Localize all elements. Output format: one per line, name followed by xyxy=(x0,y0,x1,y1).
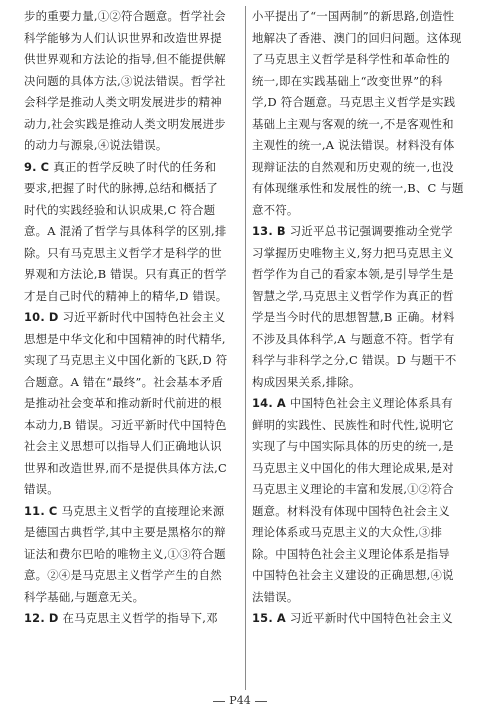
line-text: 除。中国特色社会主义理论体系是指导 xyxy=(252,546,450,561)
text-line xyxy=(24,49,240,71)
text-line xyxy=(252,372,468,394)
line-text: 主观性的统一,A 说法错误。材料没有体 xyxy=(252,138,455,152)
text-line xyxy=(24,6,240,28)
page-number: P44 xyxy=(229,694,251,707)
line-text: 中国特色社会主义建设的正确思想,④说 xyxy=(252,568,454,582)
line-text: 证法和费尔巴哈的唯物主义,①③符合题 xyxy=(24,546,226,561)
line-text: 习近平新时代中国特色社会主义 xyxy=(62,310,226,324)
line-text: 决问题的具体方法,③说法错误。哲学社 xyxy=(24,73,226,88)
question-number: 9. xyxy=(24,159,37,174)
line-text: 的动力与源泉,④说法错误。 xyxy=(24,138,168,152)
line-text: 错误。 xyxy=(24,482,59,496)
text-line xyxy=(24,479,240,501)
line-text: 科学与非科学之分,C 错误。D 与题干不 xyxy=(252,353,457,367)
text-line xyxy=(252,6,468,28)
text-line xyxy=(252,501,468,523)
answer-letter: A xyxy=(276,611,286,625)
answer-letter: B xyxy=(276,224,286,238)
question-answer-line xyxy=(252,608,468,630)
question-answer-line xyxy=(24,307,240,329)
line-text: 要求,把握了时代的脉搏,总结和概括了 xyxy=(24,181,218,195)
line-text: 习近平新时代中国特色社会主义 xyxy=(289,611,453,625)
text-line xyxy=(252,264,468,286)
text-line xyxy=(252,479,468,501)
line-text: 题意。材料没有体现中国特色社会主义 xyxy=(252,503,450,518)
question-number: 10. xyxy=(24,310,45,324)
line-text: 不涉及具体科学,A 与题意不符。哲学有 xyxy=(252,331,455,346)
text-line xyxy=(24,243,240,265)
text-line xyxy=(24,436,240,458)
line-text: 意不符。 xyxy=(252,202,299,217)
line-text: 实现了与中国实际具体的历史的统一,是 xyxy=(252,439,454,453)
text-line xyxy=(252,350,468,372)
line-text: 合题意。A 错在“最终”。社会基本矛盾 xyxy=(24,374,224,389)
question-number: 12. xyxy=(24,611,45,625)
line-text: 供世界观和方法论的指导,但不能提供解 xyxy=(24,52,226,66)
question-number: 14. xyxy=(252,396,273,410)
line-text: 马克思主义中国化的伟大理论成果,是对 xyxy=(252,460,454,475)
line-text: 小平提出了“一国两制”的新思路,创造性 xyxy=(252,9,455,23)
line-text: 地解决了香港、澳门的回归问题。这体现 xyxy=(252,30,462,45)
text-line xyxy=(24,114,240,136)
text-line xyxy=(252,329,468,351)
question-answer-line xyxy=(24,501,240,523)
text-line xyxy=(252,28,468,50)
text-line xyxy=(24,587,240,609)
line-text: 智慧之学,马克思主义哲学作为真正的哲 xyxy=(252,288,454,303)
answer-letter: D xyxy=(48,611,59,625)
column-divider xyxy=(245,6,246,690)
line-text: 是推动社会变革和推动新时代前进的根 xyxy=(24,396,222,410)
text-line xyxy=(24,71,240,93)
line-text: 统一,即在实践基础上“改变世界”的科 xyxy=(252,73,443,88)
line-text: 哲学作为自己的看家本领,是引导学生是 xyxy=(252,267,454,281)
text-line xyxy=(24,178,240,200)
line-text: 步的重要力量,①②符合题意。哲学社会 xyxy=(24,9,226,23)
line-text: 基础上主观与客观的统一,不是客观性和 xyxy=(252,116,454,131)
text-line xyxy=(24,329,240,351)
line-text: 才是自己时代的精神上的精华,D 错误。 xyxy=(24,288,228,303)
line-text: 动力,社会实践是推动人类文明发展进步 xyxy=(24,116,226,131)
text-line xyxy=(24,264,240,286)
line-text: 除。只有马克思主义哲学才是科学的世 xyxy=(24,245,222,260)
text-line xyxy=(24,92,240,114)
question-answer-line xyxy=(24,157,240,179)
question-number: 11. xyxy=(24,503,45,518)
line-text: 真正的哲学反映了时代的任务和 xyxy=(53,159,217,174)
line-text: 在马克思主义哲学的指导下,邓 xyxy=(62,611,218,625)
line-text: 马克思主义哲学的直接理论来源 xyxy=(61,503,225,518)
text-line xyxy=(252,92,468,114)
line-text: 现辩证法的自然观和历史观的统一,也没 xyxy=(252,159,454,174)
text-line xyxy=(252,458,468,480)
text-line xyxy=(24,135,240,157)
text-line xyxy=(24,393,240,415)
text-line xyxy=(252,135,468,157)
text-line xyxy=(252,178,468,200)
text-line xyxy=(252,544,468,566)
text-line xyxy=(252,522,468,544)
text-line xyxy=(24,350,240,372)
line-text: 学是当今时代的思想智慧,B 正确。材料 xyxy=(252,310,455,324)
right-column xyxy=(252,6,468,630)
line-text: 世界和改造世界,而不是提供具体方法,C xyxy=(24,460,227,475)
line-text: 构成因果关系,排除。 xyxy=(252,374,361,389)
line-text: 实现了马克思主义中国化新的飞跃,D 符 xyxy=(24,353,228,367)
text-line xyxy=(252,71,468,93)
text-line xyxy=(24,286,240,308)
line-text: 界观和方法论,B 错误。只有真正的哲学 xyxy=(24,267,227,281)
line-text: 意。A 混淆了哲学与具体科学的区别,排 xyxy=(24,224,227,238)
line-text: 时代的实践经验和认识成果,C 符合题 xyxy=(24,202,216,217)
text-line xyxy=(252,114,468,136)
line-text: 思想是中华文化和中国精神的时代精华, xyxy=(24,331,226,346)
text-line xyxy=(252,415,468,437)
text-line xyxy=(252,200,468,222)
line-text: 会科学是推动人类文明发展进步的精神 xyxy=(24,95,222,109)
text-line xyxy=(252,243,468,265)
line-text: 了马克思主义哲学是科学性和革命性的 xyxy=(252,52,450,66)
line-text: 法错误。 xyxy=(252,589,299,604)
text-line xyxy=(24,200,240,222)
line-text: 意。②④是马克思主义哲学产生的自然 xyxy=(24,568,222,582)
answer-letter: C xyxy=(48,503,58,518)
text-line xyxy=(24,221,240,243)
text-line xyxy=(252,436,468,458)
text-line xyxy=(24,372,240,394)
line-text: 鲜明的实践性、民族性和时代性,说明它 xyxy=(252,417,454,432)
question-answer-line xyxy=(24,608,240,630)
text-line xyxy=(24,522,240,544)
question-number: 13. xyxy=(252,224,273,238)
text-line xyxy=(252,307,468,329)
page-footer xyxy=(0,694,480,707)
question-number: 15. xyxy=(252,611,273,625)
text-line xyxy=(252,587,468,609)
line-text: 科学能够为人们认识世界和改造世界提 xyxy=(24,30,222,45)
text-line xyxy=(24,565,240,587)
text-line xyxy=(24,458,240,480)
line-text: 科学基础,与题意无关。 xyxy=(24,589,145,604)
question-answer-line xyxy=(252,221,468,243)
text-line xyxy=(24,415,240,437)
line-text: 有体现继承性和发展性的统一,B、C 与题 xyxy=(252,181,464,195)
answer-letter: D xyxy=(48,310,59,324)
footer-dash-right xyxy=(255,701,267,702)
line-text: 社会主义思想可以指导人们正确地认识 xyxy=(24,439,222,453)
question-answer-line xyxy=(252,393,468,415)
footer-dash-left xyxy=(213,701,225,702)
line-text: 马克思主义理论的丰富和发展,①②符合 xyxy=(252,482,454,496)
line-text: 学,D 符合题意。马克思主义哲学是实践 xyxy=(252,95,456,109)
line-text: 中国特色社会主义理论体系具有 xyxy=(289,396,453,410)
text-line xyxy=(24,28,240,50)
answer-letter: C xyxy=(40,159,50,174)
text-line xyxy=(24,544,240,566)
line-text: 理论体系或马克思主义的大众性,③排 xyxy=(252,525,443,539)
text-line xyxy=(252,286,468,308)
line-text: 是德国古典哲学,其中主要是黑格尔的辩 xyxy=(24,525,226,539)
text-line xyxy=(252,157,468,179)
left-column xyxy=(24,6,240,630)
line-text: 习近平总书记强调要推动全党学 xyxy=(289,224,453,238)
text-line xyxy=(252,565,468,587)
answer-letter: A xyxy=(276,396,286,410)
text-line xyxy=(252,49,468,71)
line-text: 本动力,B 错误。习近平新时代中国特色 xyxy=(24,417,227,432)
line-text: 习掌握历史唯物主义,努力把马克思主义 xyxy=(252,245,454,260)
